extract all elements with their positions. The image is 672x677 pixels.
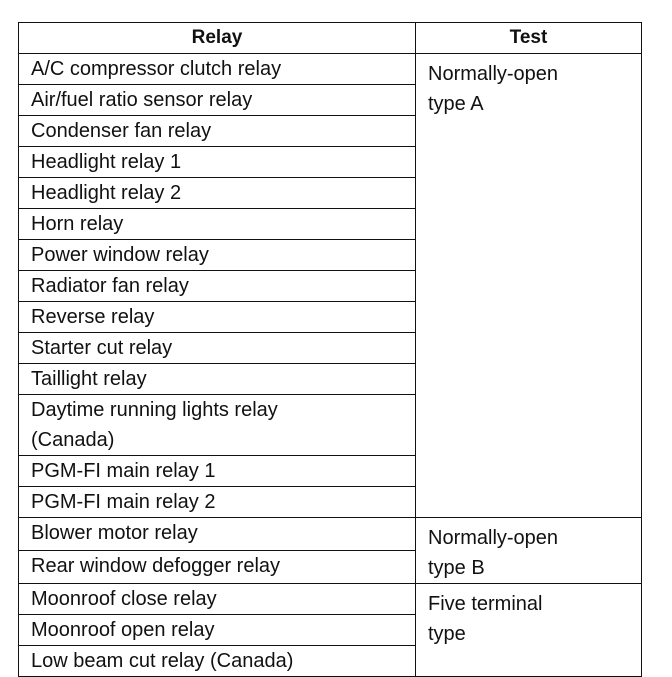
relay-name-cell: Moonroof open relay: [19, 615, 416, 646]
relay-name-cell: Taillight relay: [19, 364, 416, 395]
test-type-line: type A: [428, 93, 484, 115]
relay-name-cell: Horn relay: [19, 209, 416, 240]
relay-name-cell: Headlight relay 2: [19, 178, 416, 209]
table-row: [19, 54, 642, 85]
relay-name-cell: Air/fuel ratio sensor relay: [19, 85, 416, 116]
relay-name-cell: Power window relay: [19, 240, 416, 271]
relay-name-cell: Condenser fan relay: [19, 116, 416, 147]
relay-name-cell: Reverse relay: [19, 302, 416, 333]
table-row: [19, 584, 642, 615]
header-row: [19, 23, 642, 54]
relay-test-table: [18, 22, 642, 677]
table-row: [19, 518, 642, 551]
relay-name-cell: Low beam cut relay (Canada): [19, 646, 416, 677]
relay-name-cell: Headlight relay 1: [19, 147, 416, 178]
relay-name-cell: Blower motor relay: [19, 518, 416, 551]
test-type-cell: [416, 584, 642, 677]
relay-name-cell: Rear window defogger relay: [19, 551, 416, 584]
relay-name-cell: Starter cut relay: [19, 333, 416, 364]
relay-column-header: Relay: [19, 23, 416, 54]
test-type-cell: [416, 54, 642, 518]
relay-name-cell: PGM-FI main relay 2: [19, 487, 416, 518]
test-type-line: type: [428, 623, 466, 645]
relay-name-cell: A/C compressor clutch relay: [19, 54, 416, 85]
relay-name-cell: PGM-FI main relay 1: [19, 456, 416, 487]
relay-name-cell: Moonroof close relay: [19, 584, 416, 615]
test-type-line: Normally-open: [428, 63, 559, 85]
test-column-header: Test: [416, 23, 642, 54]
test-type-cell: [416, 518, 642, 584]
relay-name-cell: Radiator fan relay: [19, 271, 416, 302]
test-type-line: Five terminal: [428, 593, 543, 615]
relay-name-cell: Daytime running lights relay (Canada): [19, 395, 416, 456]
test-type-line: type B: [428, 557, 485, 579]
table-body: [19, 54, 642, 677]
test-type-line: Normally-open: [428, 527, 559, 549]
